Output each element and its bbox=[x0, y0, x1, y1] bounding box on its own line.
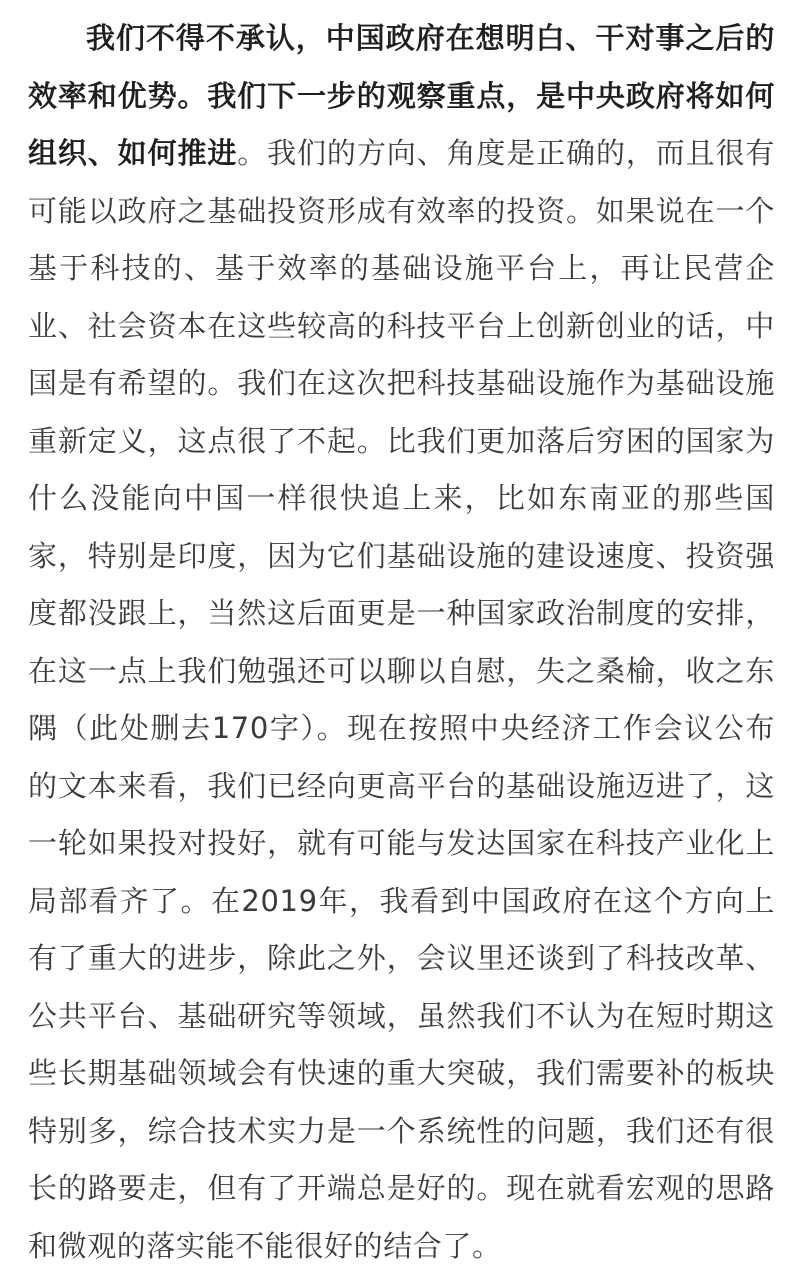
bold-lead-text: 我们不得不承认，中国政府在想明白、干对事之后的效率和优势。我们下一步的观察重点，是中央政府将如何组织、如何推进 bbox=[28, 21, 775, 170]
article-paragraph bbox=[28, 10, 775, 1275]
body-text: 。我们的方向、角度是正确的，而且很有可能以政府之基础投资形成有效率的投资。如果说在一个基于科技的、基于效率的基础设施平台上，再让民营企业、社会资本在这些较高的科技平台上创新创业的话，中国是有希望的。我们在这次把科技基础设施作为基础设施重新定义，这点很了不起。比我们更加落后穷困的国家为什么没能向中国一样很快追上来，比如东南亚的那些国家，特别是印度，因为它们基础设施的建设速度、投资强度都没跟上，当然这后面更是一种国家政治制度的安排，在这一点上我们勉强还可以聊以自慰，失之桑榆，收之东隅（此处删去170字）。现在按照中央经济工作会议公布的文本来看，我们已经向更高平台的基础设施迈进了，这一轮如果投对投好，就有可能与发达国家在科技产业化上局部看齐了。在2019年，我看到中国政府在这个方向上有了重大的进步，除此之外，会议里还谈到了科技改革、公共平台、基础研究等领域，虽然我们不认为在短时期这些长期基础领域会有快速的重大突破，我们需要补的板块特别多，综合技术实力是一个系统性的问题，我们还有很长的路要走，但有了开端总是好的。现在就看宏观的思路和微观的落实能不能很好的结合了。 bbox=[28, 136, 775, 1263]
